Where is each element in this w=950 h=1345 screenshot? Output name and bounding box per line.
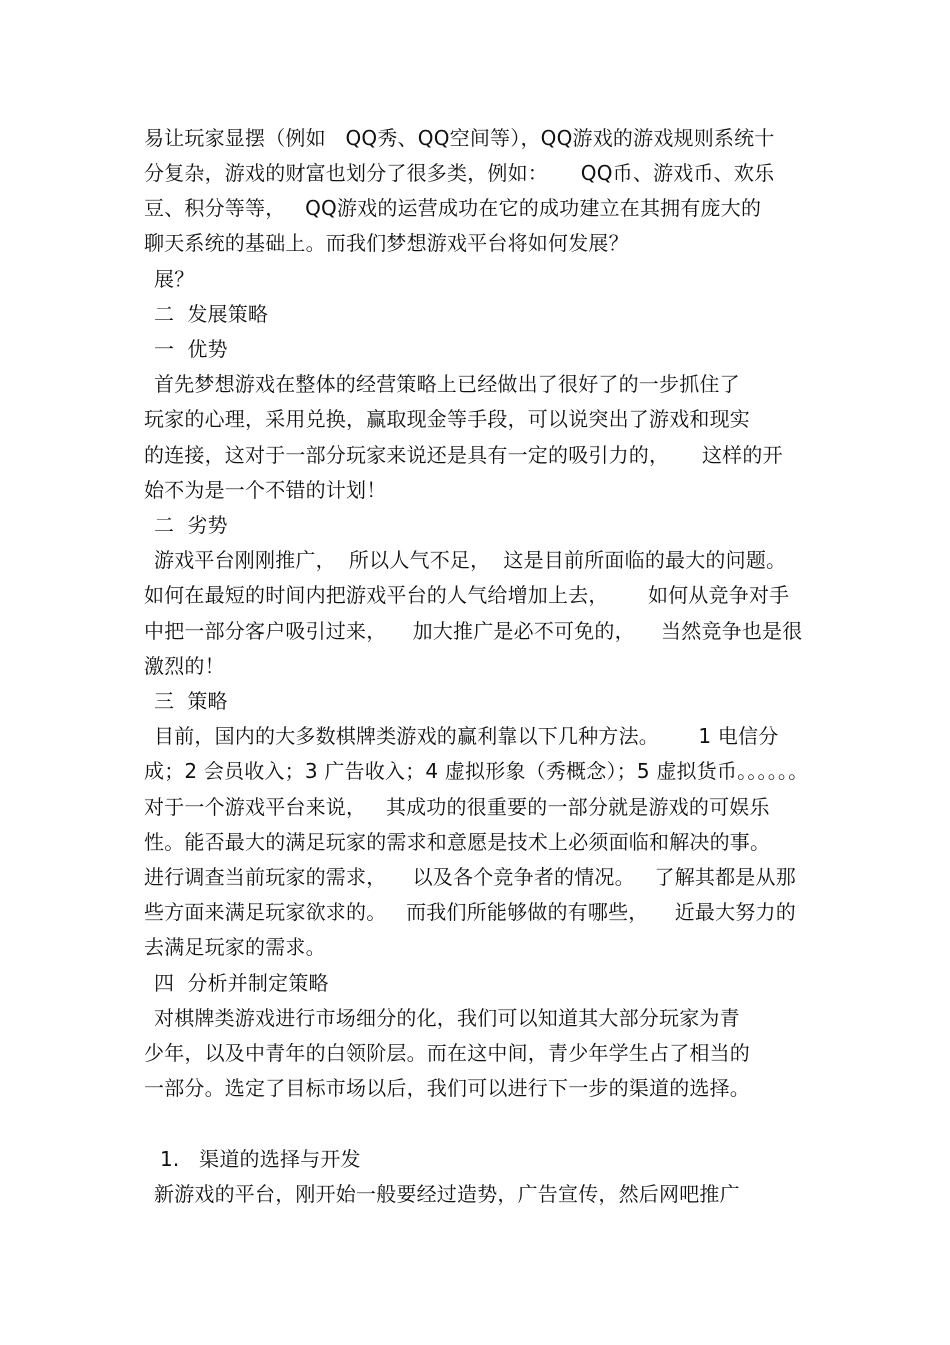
text-line: 首先梦想游戏在整体的经营策略上已经做出了很好了的一步抓住了 (154, 372, 740, 396)
text-line: 少年，以及中青年的白领阶层。而在这中间，青少年学生占了相当的 (144, 1041, 750, 1065)
text-line: 游戏平台刚刚推广， 所以人气不足， 这是目前所面临的最大的问题。 (154, 548, 787, 572)
text-line: 去满足玩家的需求。 (144, 935, 326, 959)
text-line: 分复杂，游戏的财富也划分了很多类，例如： QQ币、游戏币、欢乐 (144, 161, 775, 185)
subsection-heading: 二 劣势 (154, 513, 228, 537)
text-line: 易让玩家显摆（例如 QQ秀、QQ空间等），QQ游戏的游戏规则系统十 (144, 126, 775, 150)
text-line: 中把一部分客户吸引过来， 加大推广是必不可免的， 当然竞争也是很 (144, 619, 803, 643)
text-line: 些方面来满足玩家欲求的。 而我们所能够做的有哪些， 近最大努力的 (144, 900, 796, 924)
text-line: 始不为是一个不错的计划！ (144, 478, 387, 502)
text-line: 激烈的！ (144, 654, 225, 678)
text-line: 成；2 会员收入；3 广告收入；4 虚拟形象（秀概念）；5 虚拟货币。。。。。。 (144, 759, 809, 783)
text-line: 进行调查当前玩家的需求， 以及各个竞争者的情况。 了解其都是从那 (144, 865, 796, 889)
subsection-heading: 三 策略 (154, 689, 228, 713)
subsection-heading: 四 分析并制定策略 (154, 971, 329, 995)
subsection-heading: 一 优势 (154, 337, 228, 361)
text-line: 对棋牌类游戏进行市场细分的化，我们可以知道其大部分玩家为青 (154, 1006, 740, 1030)
text-line: 的连接，这对于一部分玩家来说还是具有一定的吸引力的， 这样的开 (144, 443, 783, 467)
text-line: 性。能否最大的满足玩家的需求和意愿是技术上必须面临和解决的事。 (144, 830, 771, 854)
text-line: 一部分。选定了目标市场以后，我们可以进行下一步的渠道的选择。 (144, 1076, 750, 1100)
text-line: 聊天系统的基础上。而我们梦想游戏平台将如何发展？ (144, 231, 629, 255)
section-heading: 二 发展策略 (154, 302, 269, 326)
text-line: 如何在最短的时间内把游戏平台的人气给增加上去， 如何从竞争对手 (144, 583, 790, 607)
text-line: 玩家的心理，采用兑换，赢取现金等手段，可以说突出了游戏和现实 (144, 407, 750, 431)
text-line: 对于一个游戏平台来说， 其成功的很重要的一部分就是游戏的可娱乐 (144, 795, 770, 819)
numbered-heading: 1. 渠道的选择与开发 (160, 1147, 361, 1171)
text-line: 豆、积分等等， QQ游戏的运营成功在它的成功建立在其拥有庞大的 (144, 196, 762, 220)
text-line: 展？ (154, 267, 195, 291)
text-line: 新游戏的平台，刚开始一般要经过造势，广告宣传，然后网吧推广 (154, 1182, 740, 1206)
text-line: 目前，国内的大多数棋牌类游戏的赢利靠以下几种方法。 1 电信分 (154, 724, 779, 748)
